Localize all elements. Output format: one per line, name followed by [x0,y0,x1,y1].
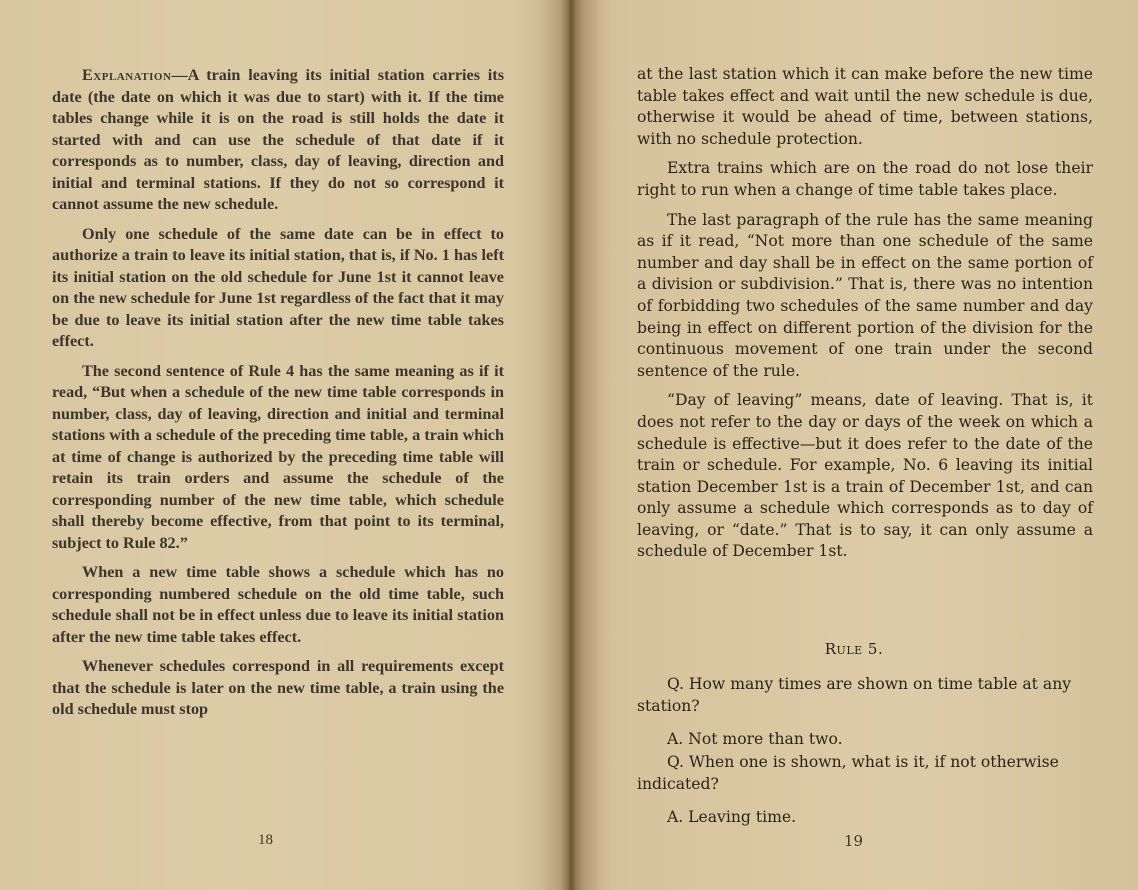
explanation-lead: Explanation [82,66,172,84]
paragraph: The second sentence of Rule 4 has the same meaning as if it read, “But when a schedule of the new time table corresponds in number, class, day of leaving, direction and initial and terminal stations with a schedule of the preceding time table, a train which at time of change is authorized by the preceding time table will retain its train orders and assume the schedule of the corresponding number of the new time table, which schedule shall thereby become effective, from that point to its terminal, subject to Rule 82.” [52,361,504,552]
paragraph: Explanation—A train leaving its initial station carries its date (the date on which it was due to start) with it. If the time tables change while it is on the road is still holds the date it started with and can use the schedule of that date if it corresponds as to number, class, day of leaving, direction and initial and terminal stations. If they do not so correspond it cannot assume the new schedule. [52,66,504,213]
right-page [570,0,1138,890]
paragraph: When a new time table shows a schedule which has no corresponding numbered schedule on the old time table, such schedule shall not be in effect unless due to leave its initial station after the new time table takes effect. [52,563,504,646]
paragraph: The last paragraph of the rule has the same meaning as if it read, “Not more than one schedule of the same number and day shall be in effect on the same portion of a division or subdivision.” That is, there was no intention of forbidding two schedules of the same number and day being in effect on different portion of the division for the continuous movement of one train under the second sentence of the rule. [637,210,1093,380]
left-page-text [52,65,504,729]
paragraph: Extra trains which are on the road do not lose their right to run when a change of time table takes place. [637,159,1093,199]
question: Q. How many times are shown on time table at any station? [637,675,1072,715]
rule-heading: Rule 5. [824,640,884,658]
question: Q. When one is shown, what is it, if not otherwise indicated? [637,753,1059,793]
page-number: 18 [258,832,273,848]
qa-item [637,674,1093,751]
paragraph: “Day of leaving” means, date of leaving. That is, it does not refer to the day or days of the week on which a schedule is effective—but it does refer to the date of the train or schedule. For example, No. 6 leaving its initial station December 1st is a train of December 1st, and can only assume a schedule which corresponds as to day of leaving, or “date.” That is to say, it can only assume a schedule of December 1st. [637,391,1093,561]
page-number: 19 [844,832,864,850]
qa-item [637,752,1093,829]
paragraph: Only one schedule of the same date can be in effect to authorize a train to leave its initial station, that is, if No. 1 has left its initial station on the old schedule for June 1st it cannot leave on the new schedule for June 1st regardless of the fact that it may be due to leave its initial station after the new time table takes effect. [52,224,504,350]
answer: A. Not more than two. [667,730,843,749]
answer: A. Leaving time. [667,808,797,827]
paragraph: at the last station which it can make before the new time table takes effect and wait until the new schedule is due, otherwise it would be ahead of time, between stations, with no schedule protection. [637,65,1093,148]
right-page-text [637,64,1093,571]
paragraph: Whenever schedules correspond in all requirements except that the schedule is later on the new time table, a train using the old schedule must stop [52,657,504,718]
